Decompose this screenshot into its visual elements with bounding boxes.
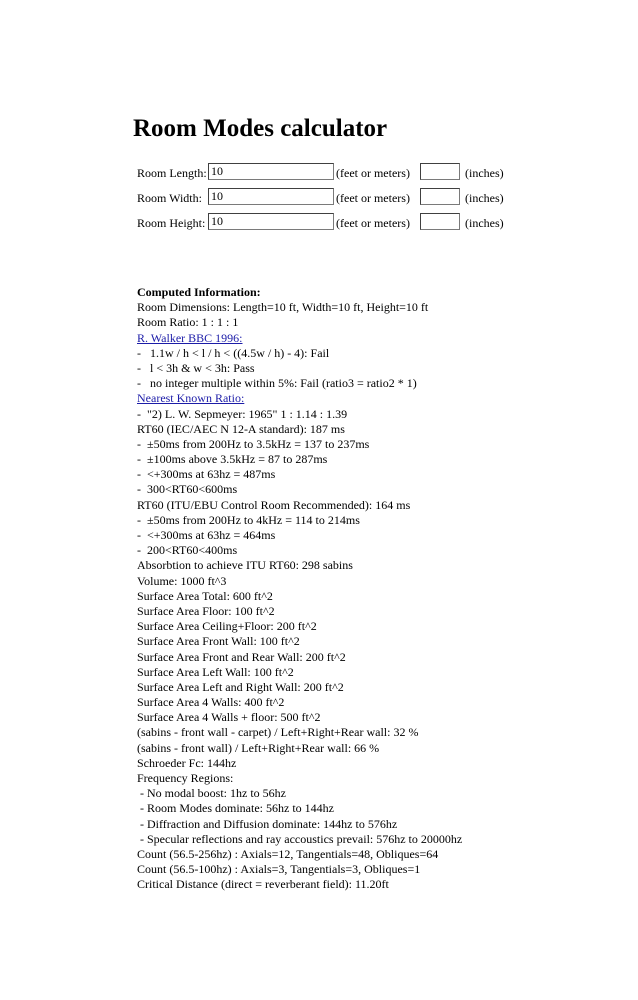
result-link[interactable]: Nearest Known Ratio: xyxy=(137,391,245,406)
room-length-label: Room Length: xyxy=(137,166,207,180)
room-length-input[interactable] xyxy=(208,163,334,180)
result-line: - 200<RT60<400ms xyxy=(137,543,238,558)
room-length-inches-label: (inches) xyxy=(465,166,504,180)
room-width-inches-label: (inches) xyxy=(465,191,504,205)
result-line: - ±50ms from 200Hz to 3.5kHz = 137 to 237ms xyxy=(137,436,370,451)
result-line: - <+300ms at 63hz = 487ms xyxy=(137,467,276,482)
result-line: RT60 (ITU/EBU Control Room Recommended): 164 ms xyxy=(137,497,411,512)
room-width-row xyxy=(137,188,537,208)
result-line: Surface Area 4 Walls: 400 ft^2 xyxy=(137,695,285,710)
result-line: Count (56.5-100hz) : Axials=3, Tangentials=3, Obliques=1 xyxy=(137,862,421,877)
result-line: (sabins - front wall - carpet) / Left+Right+Rear wall: 32 % xyxy=(137,725,419,740)
result-line: - l < 3h & w < 3h: Pass xyxy=(137,360,255,375)
room-length-unit-label: (feet or meters) xyxy=(336,166,410,180)
result-line: - 300<RT60<600ms xyxy=(137,482,238,497)
result-line-link-row xyxy=(137,391,617,406)
result-line: (sabins - front wall) / Left+Right+Rear wall: 66 % xyxy=(137,740,380,755)
result-line-link-row xyxy=(137,331,617,346)
result-line: Surface Area Front and Rear Wall: 200 ft^2 xyxy=(137,649,346,664)
result-line: Surface Area Floor: 100 ft^2 xyxy=(137,603,275,618)
computed-information-section xyxy=(137,285,617,893)
room-height-inches-label: (inches) xyxy=(465,216,504,230)
room-width-label: Room Width: xyxy=(137,191,202,205)
result-line: Absorbtion to achieve ITU RT60: 298 sabins xyxy=(137,558,353,573)
room-height-input[interactable] xyxy=(208,213,334,230)
result-line: Schroeder Fc: 144hz xyxy=(137,755,237,770)
result-line: Room Dimensions: Length=10 ft, Width=10 ft, Height=10 ft xyxy=(137,300,429,315)
result-line: - 1.1w / h < l / h < ((4.5w / h) - 4): Fail xyxy=(137,345,330,360)
room-height-inches-input[interactable] xyxy=(420,213,460,230)
room-height-label: Room Height: xyxy=(137,216,206,230)
room-height-unit-label: (feet or meters) xyxy=(336,216,410,230)
room-height-row xyxy=(137,213,537,233)
result-line: - Diffraction and Diffusion dominate: 144hz to 576hz xyxy=(137,816,398,831)
result-line: - No modal boost: 1hz to 56hz xyxy=(137,786,286,801)
result-line: Surface Area Ceiling+Floor: 200 ft^2 xyxy=(137,619,317,634)
result-line: Surface Area Left and Right Wall: 200 ft^2 xyxy=(137,679,344,694)
result-line: Critical Distance (direct = reverberant field): 11.20ft xyxy=(137,877,389,892)
result-line: - no integer multiple within 5%: Fail (ratio3 = ratio2 * 1) xyxy=(137,376,417,391)
room-width-inches-input[interactable] xyxy=(420,188,460,205)
result-line: Surface Area Left Wall: 100 ft^2 xyxy=(137,664,294,679)
result-link[interactable]: R. Walker BBC 1996: xyxy=(137,330,243,345)
result-line: Frequency Regions: xyxy=(137,771,234,785)
result-line: - <+300ms at 63hz = 464ms xyxy=(137,528,276,542)
result-line: RT60 (IEC/AEC N 12-A standard): 187 ms xyxy=(137,421,345,436)
room-width-input[interactable] xyxy=(208,188,334,205)
room-length-inches-input[interactable] xyxy=(420,163,460,180)
page-title: Room Modes calculator xyxy=(133,115,388,142)
result-line: Surface Area Front Wall: 100 ft^2 xyxy=(137,634,300,649)
computed-information-heading: Computed Information: xyxy=(137,285,261,299)
result-line: Volume: 1000 ft^3 xyxy=(137,573,227,588)
room-width-unit-label: (feet or meters) xyxy=(336,191,410,205)
room-length-row xyxy=(137,163,537,183)
result-line: Surface Area Total: 600 ft^2 xyxy=(137,588,273,603)
result-line: - "2) L. W. Sepmeyer: 1965" 1 : 1.14 : 1.39 xyxy=(137,406,348,421)
result-line: - ±50ms from 200Hz to 4kHz = 114 to 214ms xyxy=(137,512,360,527)
result-line: - Specular reflections and ray accoustics prevail: 576hz to 20000hz xyxy=(137,831,463,846)
result-line: - ±100ms above 3.5kHz = 87 to 287ms xyxy=(137,452,328,467)
result-line: Surface Area 4 Walls + floor: 500 ft^2 xyxy=(137,710,321,725)
result-line: - Room Modes dominate: 56hz to 144hz xyxy=(137,801,334,816)
result-line: Room Ratio: 1 : 1 : 1 xyxy=(137,315,239,330)
result-line: Count (56.5-256hz) : Axials=12, Tangentials=48, Obliques=64 xyxy=(137,846,439,861)
